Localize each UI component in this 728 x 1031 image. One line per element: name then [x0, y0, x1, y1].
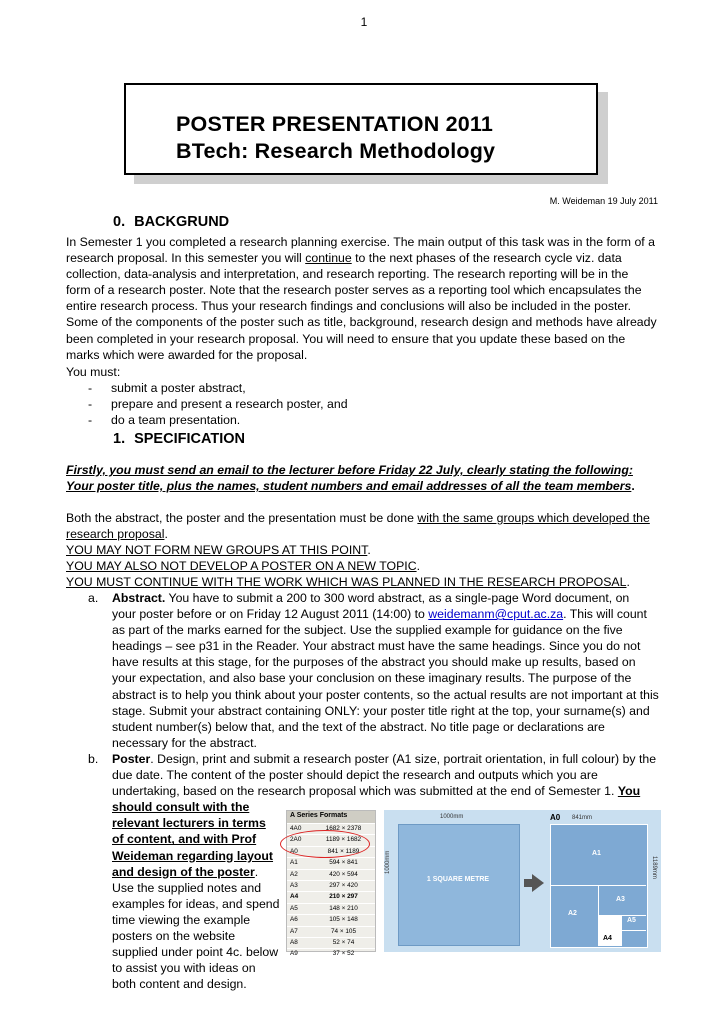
text-line: relevant lecturers in terms — [112, 816, 266, 831]
text-line: YOU MUST CONTINUE WITH THE WORK WHICH WAS PLANNED IN THE RESEARCH PROPOSAL. — [66, 575, 630, 590]
text-line: Your poster title, plus the names, student numbers and email addresses of all the team members. — [66, 479, 635, 494]
list-item: - prepare and present a research poster, and — [88, 397, 348, 412]
text-line: form of a research poster. Note that the research poster serves as a reporting tool which encapsulates the — [66, 283, 642, 298]
text-line: headings – see p31 in the Reader. Your abstract must have the same headings. Since you do not — [112, 639, 641, 654]
text-line: to assist you with ideas on — [112, 961, 256, 976]
section-title: SPECIFICATION — [134, 431, 245, 447]
item-abstract — [88, 590, 668, 751]
text-line: YOU MAY ALSO NOT DEVELOP A POSTER ON A NEW TOPIC. — [66, 559, 420, 574]
banner-title: POSTER PRESENTATION 2011 — [176, 112, 494, 136]
background-paragraph — [66, 234, 666, 363]
text-line: necessary for the abstract. — [112, 735, 257, 750]
text-line: stage. Submit your abstract containing ONLY: your poster title right at the top, your surname(s) and — [112, 703, 650, 718]
list-item: - do a team presentation. — [88, 413, 241, 428]
text-line: student number(s) below that, and the text of the abstract. No title page or declarations are — [112, 719, 605, 734]
table-row: 2A0 1189 × 1682 — [287, 834, 375, 845]
table-row: A4 210 × 297 — [287, 891, 375, 902]
table-title: A Series Formats — [287, 811, 375, 823]
text-line: your poster before or on Friday 12 August 2011 (14:00) to weidemanm@cput.ac.za. This will count — [112, 607, 647, 622]
table-row: A1 594 × 841 — [287, 857, 375, 868]
a1-label: A1 — [592, 850, 601, 857]
text-line: been completed in your research proposal. You will need to ensure that you update these based on the — [66, 331, 626, 346]
groups-paragraph — [66, 510, 666, 590]
section-heading-specification — [113, 431, 245, 447]
text-line: In Semester 1 you completed a research planning exercise. The main output of this task was in the form of a — [66, 235, 655, 249]
text-line: Firstly, you must send an email to the lecturer before Friday 22 July, clearly stating the following: — [66, 463, 633, 477]
text-line: have results at this stage, for the purposes of the abstract you should make up results, based on — [112, 655, 636, 670]
table-row: A2 420 × 594 — [287, 869, 375, 880]
a3-label: A3 — [616, 896, 625, 903]
must-list — [88, 380, 348, 428]
email-instruction — [66, 462, 666, 494]
text-line: and design of the poster. — [112, 864, 259, 879]
text-line: undertaking, based on the research proposal which was submitted at the end of Semester 1. You — [112, 784, 641, 799]
text-line: marks which were awarded for the proposal. — [66, 347, 308, 362]
text-line: research proposal. — [66, 527, 168, 542]
table-row: A0 841 × 1189 — [287, 846, 375, 857]
paper-size-figure — [384, 810, 661, 952]
section-heading-background — [113, 214, 229, 230]
text-line: abstract is to help you think about your poster contents, so the actual results are not important at this — [112, 687, 659, 702]
section-title: BACKGRUND — [134, 214, 230, 230]
a5-label: A5 — [627, 917, 636, 924]
text-line: Abstract. You have to submit a 200 to 300 word abstract, as a single-page Word document, on — [112, 591, 630, 605]
text-line: of content, and with Prof — [112, 832, 257, 847]
table-row: A8 52 × 74 — [287, 937, 375, 948]
table-row: A6 105 × 148 — [287, 914, 375, 925]
text-line: Use the supplied notes and — [112, 880, 262, 895]
text-line: your expectation, and also base your conclusion on these imaginary results. The purpose of the — [112, 671, 632, 686]
text-line: Both the abstract, the poster and the presentation must be done with the same groups which developed the — [66, 511, 650, 525]
section-number: 1. — [113, 431, 126, 447]
text-line: Some of the components of the poster such as title, background, research design and methods have already — [66, 315, 657, 330]
text-line: collection, data-analysis and interpretation, and research reporting. The research reporting will be in the — [66, 267, 629, 282]
a0-height-label: 1189mm — [651, 856, 657, 879]
text-line: Weideman regarding layout — [112, 848, 274, 863]
square-metre-label: 1 SQUARE METRE — [426, 876, 490, 883]
text-line: time viewing the example — [112, 912, 251, 927]
text-line: entire research process. Thus your research findings and conclusions will also be included in the poster. — [66, 299, 632, 314]
text-line: YOU MAY NOT FORM NEW GROUPS AT THIS POINT. — [66, 543, 371, 558]
arrow-right-icon — [532, 874, 544, 892]
page-number: 1 — [360, 15, 368, 29]
text-line: Poster. Design, print and submit a research poster (A1 size, portrait orientation, in full colour) by the — [112, 752, 657, 766]
section-number: 0. — [113, 214, 126, 230]
text-line: supplied under point 4c. below — [112, 945, 279, 960]
height-label: 1000mm — [385, 850, 391, 874]
table-row: A7 74 × 105 — [287, 926, 375, 937]
text-line: posters on the website — [112, 929, 236, 944]
text-line: examples for ideas, and spend — [112, 896, 280, 911]
a2-label: A2 — [568, 910, 577, 917]
a4-label: A4 — [603, 935, 612, 942]
highlight-ring — [280, 830, 370, 858]
text-line: as part of the marks earned for the subject. Use the supplied example for guidance on the five — [112, 623, 623, 638]
email-link[interactable]: weidemanm@cput.ac.za — [428, 607, 564, 622]
text-line: should consult with the — [112, 800, 250, 815]
list-item: - submit a poster abstract, — [88, 381, 246, 395]
text-line: both content and design. — [112, 977, 247, 992]
table-row: A5 148 × 210 — [287, 903, 375, 914]
a0-width-label: 841mm — [572, 815, 593, 821]
text-line: research proposal. In this semester you will continue to the next phases of the research cycle viz. data — [66, 251, 622, 266]
width-label: 1000mm — [440, 814, 464, 820]
table-row: A3 297 × 420 — [287, 880, 375, 891]
text-line: due date. The content of the poster should depict the research and outputs which you are — [112, 768, 598, 783]
author-date: M. Weideman 19 July 2011 — [549, 196, 658, 206]
list-marker: a. — [88, 591, 99, 605]
square-metre-box — [398, 824, 520, 946]
table-row: A9 37 × 52 — [287, 948, 375, 959]
must-intro: You must: — [66, 365, 121, 379]
list-marker: b. — [88, 752, 99, 766]
a0-label: A0 — [550, 813, 561, 822]
banner-subtitle: BTech: Research Methodology — [176, 139, 496, 163]
table-row: 4A0 1682 × 2378 — [287, 823, 375, 834]
